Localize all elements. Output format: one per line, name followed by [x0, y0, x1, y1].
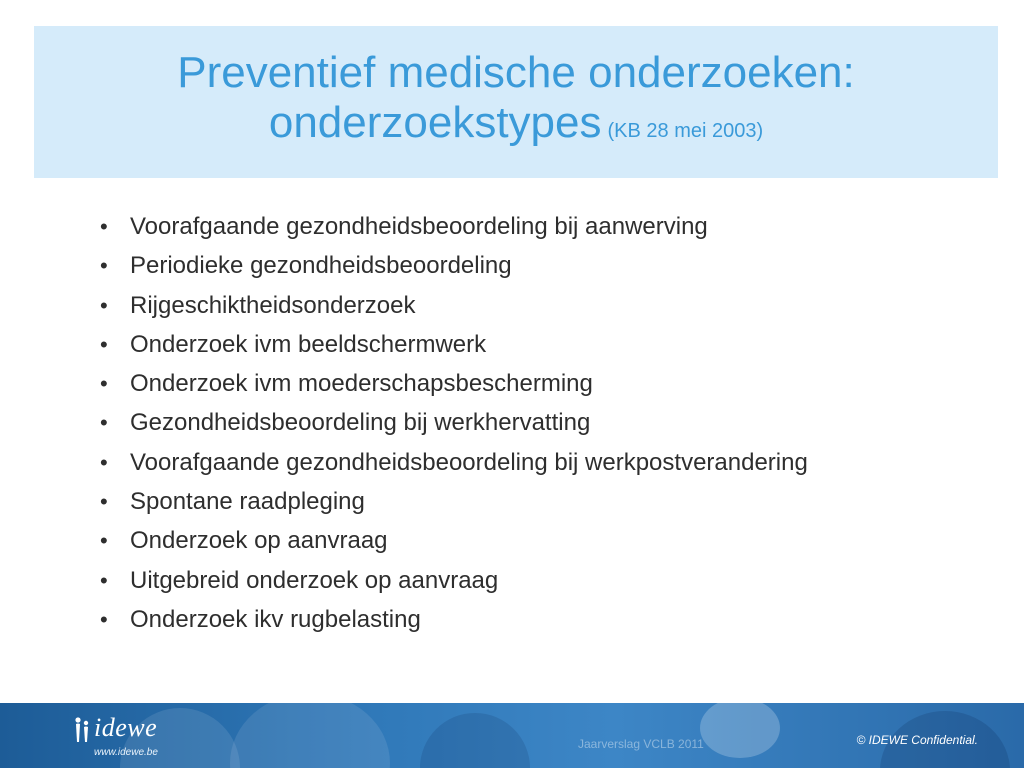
bullet-item [100, 482, 1000, 521]
slide-title-main: onderzoekstypes [268, 98, 602, 147]
bullet-text: Spontane raadpleging [130, 488, 365, 516]
bullet-text: Onderzoek ivm moederschapsbescherming [130, 370, 593, 398]
bullet-dot: • [100, 371, 108, 397]
footer-photo-shape [700, 703, 780, 758]
bullet-text: Voorafgaande gezondheidsbeoordeling bij werkpostverandering [130, 448, 808, 476]
idewe-figures-icon [72, 715, 92, 745]
title-box [34, 26, 998, 178]
bullet-text: Gezondheidsbeoordeling bij werkhervatting [130, 409, 591, 437]
bullet-dot: • [100, 331, 108, 357]
bullet-item [100, 325, 1000, 364]
bullet-item [100, 443, 1000, 482]
bullet-text: Uitgebreid onderzoek op aanvraag [130, 566, 499, 594]
bullet-list [100, 207, 1000, 639]
bullet-text: Onderzoek op aanvraag [130, 527, 388, 555]
bullet-dot: • [100, 449, 108, 475]
copyright-notice: © IDEWE Confidential. [856, 733, 978, 747]
bullet-text: Rijgeschiktheidsonderzoek [130, 291, 416, 319]
bullet-item [100, 521, 1000, 560]
bullet-item [100, 207, 1000, 246]
bullet-dot: • [100, 528, 108, 554]
footer-band [0, 703, 1024, 768]
bullet-dot: • [100, 606, 108, 632]
bullet-dot: • [100, 253, 108, 279]
bullet-item [100, 600, 1000, 639]
bullet-text: Voorafgaande gezondheidsbeoordeling bij aanwerving [130, 213, 708, 240]
logo-url[interactable]: www.idewe.be [94, 747, 158, 758]
bullet-item [100, 364, 1000, 403]
slide-title-line-1: Preventief medische onderzoeken: [177, 48, 855, 97]
bullet-dot: • [100, 567, 108, 593]
bullet-item [100, 561, 1000, 600]
logo-text: idewe [94, 713, 158, 742]
bullet-item [100, 246, 1000, 285]
slide-title-line-2 [269, 98, 763, 156]
footer-report-label: Jaarverslag VCLB 2011 [578, 737, 704, 751]
bullet-dot: • [100, 292, 108, 318]
bullet-text: Onderzoek ikv rugbelasting [130, 605, 421, 633]
bullet-dot: • [100, 410, 108, 436]
bullet-item [100, 286, 1000, 325]
bullet-dot: • [100, 214, 108, 239]
bullet-text: Onderzoek ivm beeldschermwerk [130, 330, 487, 358]
footer-photo-shape [230, 703, 390, 768]
bullet-dot: • [100, 489, 108, 515]
slide-title-note: (KB 28 mei 2003) [607, 120, 764, 142]
footer-photo-shape [420, 713, 530, 768]
bullet-text: Periodieke gezondheidsbeoordeling [130, 252, 512, 280]
bullet-item [100, 403, 1000, 442]
